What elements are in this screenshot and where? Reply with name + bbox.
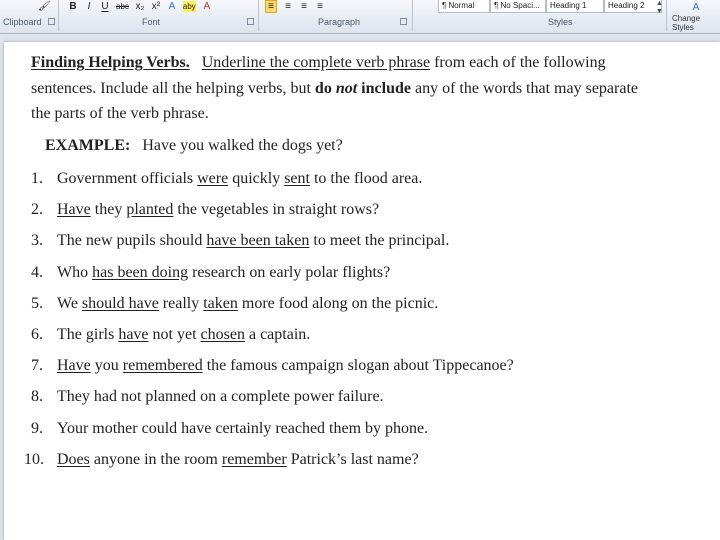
change-styles-button[interactable]	[672, 2, 720, 32]
exercise-item	[31, 388, 384, 406]
verb-phrase: Have	[57, 357, 91, 375]
exercise-item	[24, 451, 419, 469]
example-text: Have you walked the dogs yet?	[142, 137, 343, 154]
exercise-item	[31, 232, 449, 250]
sentence-text: more food along on the picnic.	[237, 294, 439, 312]
style-heading-2[interactable]: Heading 2	[604, 0, 662, 13]
sentence-text: you	[90, 357, 123, 375]
verb-phrase: were	[197, 170, 229, 187]
verb-phrase: have been taken	[206, 232, 310, 250]
change-styles-label: Change Styles	[672, 14, 701, 32]
exercise-item	[31, 295, 438, 313]
exercise-title: Finding Helping Verbs.	[31, 54, 190, 71]
verb-phrase: Does	[57, 450, 90, 468]
ribbon-separator	[58, 0, 59, 31]
strikethrough-button[interactable]: abc	[116, 1, 129, 11]
italic-button[interactable]: I	[87, 0, 91, 12]
group-label-styles: Styles	[548, 17, 573, 27]
item-number: 10.	[24, 450, 44, 468]
sentence-text: they	[90, 201, 127, 219]
sentence-text: to meet the principal.	[309, 232, 450, 250]
item-number: 9.	[31, 419, 43, 437]
verb-phrase: taken	[203, 294, 238, 312]
item-number: 6.	[31, 326, 43, 343]
text-effects-button[interactable]: A	[168, 0, 176, 12]
sentence-text: Who	[57, 263, 93, 281]
exercise-item	[31, 357, 514, 375]
ribbon-separator	[258, 0, 259, 31]
verb-phrase: has been doing	[92, 263, 189, 281]
verb-phrase: remember	[221, 450, 287, 468]
font-color-button[interactable]: A	[203, 0, 211, 12]
exercise-item	[31, 264, 390, 282]
sentence-text: to the flood area.	[309, 170, 423, 187]
align-left-button[interactable]: ≡	[265, 0, 277, 13]
sentence-text: They had not planned on a complete power failure.	[57, 388, 384, 406]
subscript-button[interactable]: x₂	[135, 0, 145, 12]
instruction-line-2	[31, 80, 638, 98]
group-label-paragraph: Paragraph	[318, 17, 361, 27]
clipboard-tools	[38, 0, 51, 12]
style-heading-1[interactable]: Heading 1	[546, 0, 604, 13]
sentence-text: not yet	[148, 326, 201, 343]
instruction-do: do	[314, 80, 336, 97]
verb-phrase: have	[118, 326, 149, 343]
sentence-text: a captain.	[244, 326, 311, 343]
document-area	[0, 34, 720, 540]
style-normal[interactable]: ¶ Normal	[438, 0, 490, 13]
align-right-button[interactable]: ≡	[301, 0, 307, 12]
underline-button[interactable]: U	[101, 0, 109, 12]
verb-phrase: should have	[81, 294, 159, 312]
ribbon	[0, 0, 720, 34]
sentence-text: the vegetables in straight rows?	[173, 201, 380, 219]
item-number: 2.	[31, 201, 43, 219]
highlight-button[interactable]: aby	[182, 1, 196, 11]
sentence-text: Your mother could have certainly reached them by phone.	[57, 419, 429, 437]
ribbon-separator	[666, 0, 667, 31]
sentence-text: The girls	[57, 326, 119, 343]
instruction-not: not	[335, 80, 358, 97]
item-number: 7.	[31, 357, 43, 375]
instruction-text: sentences. Include all the helping verbs, but	[31, 80, 315, 97]
font-tools	[68, 0, 212, 12]
sentence-text: research on early polar flights?	[188, 263, 391, 281]
justify-button[interactable]: ≡	[317, 0, 323, 12]
item-number: 1.	[31, 170, 43, 187]
sentence-text: the famous campaign slogan about Tippecanoe?	[202, 357, 514, 375]
styles-scroll-icon[interactable]: ▲ ▼	[656, 0, 663, 15]
paragraph-tools	[265, 0, 325, 12]
ribbon-separator	[412, 0, 413, 31]
instruction-line-1	[31, 54, 606, 72]
sentence-text: really	[158, 294, 204, 312]
item-number: 4.	[31, 263, 43, 281]
format-painter-icon[interactable]: 🖌	[38, 0, 51, 12]
group-label-font: Font	[142, 17, 161, 27]
exercise-item	[31, 170, 422, 188]
example-label: EXAMPLE:	[45, 137, 131, 154]
instruction-include: include	[357, 80, 411, 97]
instruction-line-3: the parts of the verb phrase.	[31, 105, 209, 122]
superscript-button[interactable]: x²	[151, 0, 161, 12]
item-number: 5.	[31, 294, 43, 312]
instruction-underlined: Underline the complete verb phrase	[201, 54, 431, 71]
verb-phrase: planted	[126, 201, 174, 219]
item-number: 8.	[31, 388, 43, 406]
sentence-text: We	[57, 294, 82, 312]
verb-phrase: sent	[284, 170, 310, 187]
example-line	[45, 137, 343, 155]
exercise-item	[31, 420, 428, 438]
bold-button[interactable]: B	[69, 0, 77, 12]
instruction-text: any of the words that may separate	[410, 80, 638, 97]
sentence-text: Government officials	[57, 170, 198, 187]
font-launcher-icon[interactable]	[247, 18, 254, 25]
sentence-text: The new pupils should	[57, 232, 207, 250]
align-center-button[interactable]: ≡	[285, 0, 291, 12]
clipboard-launcher-icon[interactable]	[48, 18, 55, 25]
sentence-text: anyone in the room	[89, 450, 222, 468]
sentence-text: quickly	[228, 170, 285, 187]
verb-phrase: chosen	[200, 326, 245, 343]
verb-phrase: Have	[57, 201, 91, 219]
document-page[interactable]	[4, 42, 720, 540]
sentence-text: Patrick’s last name?	[286, 450, 419, 468]
verb-phrase: remembered	[122, 357, 203, 375]
exercise-item	[31, 326, 310, 344]
paragraph-launcher-icon[interactable]	[400, 18, 407, 25]
group-label-clipboard: Clipboard	[3, 17, 42, 27]
exercise-item	[31, 201, 379, 219]
item-number: 3.	[31, 232, 43, 250]
change-styles-icon: A	[692, 2, 700, 13]
instruction-text: from each of the following	[430, 54, 606, 71]
style-no-spacing[interactable]: ¶ No Spaci...	[490, 0, 546, 13]
